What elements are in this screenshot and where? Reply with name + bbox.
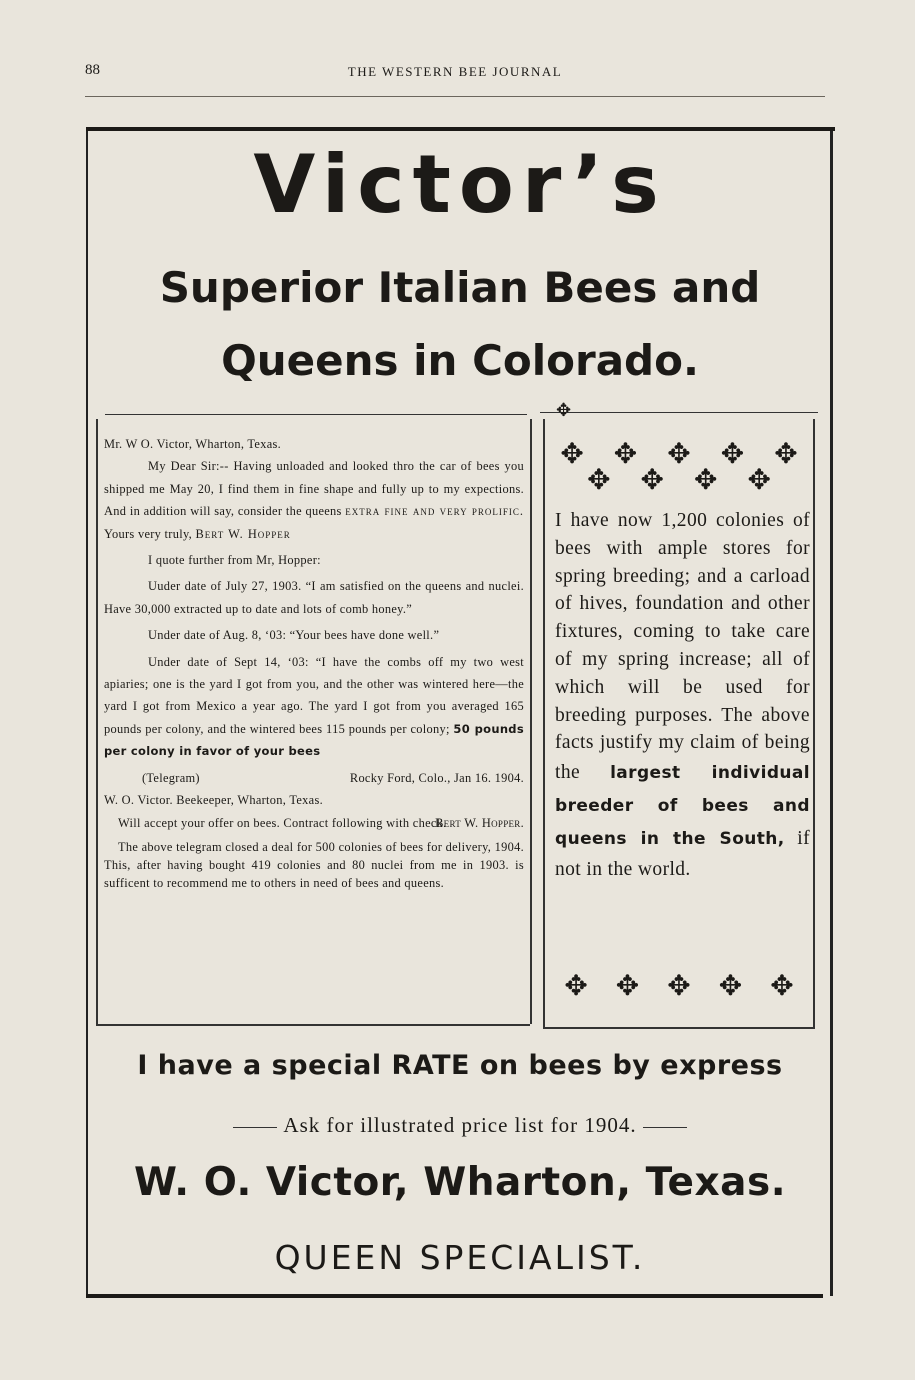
ornament-icon: ✥	[640, 463, 664, 496]
page-header	[85, 62, 825, 88]
testimonial-letter	[104, 433, 524, 892]
special-rate-line: I have a special RATE on bees by express	[137, 1050, 783, 1081]
telegram-label: (Telegram)	[142, 770, 200, 785]
ornament-icon: ✥	[770, 969, 794, 1002]
quote-august: Under date of Aug. 8, ‘03: “Your bees have done well.”	[148, 628, 440, 643]
right-column-bottom-rule	[543, 1027, 815, 1029]
letter-body: My Dear Sir:-- Having unloaded and looked thro the car of bees you shipped me May 20, I find them in fine shape and fully up to my expections. And in addition will say, consider the queens	[104, 459, 524, 519]
testimonial-column	[96, 419, 532, 1024]
claim-column	[543, 419, 815, 1027]
ornament-icon: ✥	[774, 437, 798, 470]
brand-name: Victor’s	[253, 138, 667, 231]
dash-left	[233, 1127, 277, 1128]
ornament-icon: ✥	[747, 463, 771, 496]
ad-bottom-rule	[86, 1294, 823, 1298]
ornament-row-second	[545, 465, 813, 495]
price-list-text: Ask for illustrated price list for 1904.	[283, 1113, 637, 1137]
page-number: 88	[85, 62, 100, 78]
claim-bold: largest individual breeder of bees and queens in the South,	[555, 763, 810, 850]
right-column-rule	[540, 412, 818, 413]
ornament-icon: ✥	[587, 463, 611, 496]
ornament-icon: ✥	[564, 969, 588, 1002]
quote-intro: I quote further from Mr, Hopper:	[148, 553, 321, 568]
quote-july: Uuder date of July 27, 1903. “I am satisfied on the queens and nuclei. Have 30,000 extracted up to date and lots of comb honey.”	[104, 579, 524, 616]
claim-text	[555, 507, 810, 884]
closing-paragraph: The above telegram closed a deal for 500 colonies of bees for delivery, 1904. This, after having bought 419 colonies and 80 nuclei from me in 1903. is sufficent to recommend me to others in need of bees and queens.	[104, 840, 524, 891]
ornament-icon: ✥	[718, 969, 743, 1002]
letter-paragraph	[104, 455, 524, 545]
price-list-line	[90, 1113, 830, 1138]
claim-body: I have now 1,200 colonies of bees with ample stores for spring breeding; and a carload of hives, foundation and other fixtures, coming to take care of my spring increase; all of which will be used for breeding purposes. The above facts justify my claim of being the	[555, 510, 810, 784]
telegram-signature: Bert W. Hopper.	[435, 815, 524, 830]
telegram-to: W. O. Victor. Beekeeper, Wharton, Texas.	[104, 793, 323, 808]
claim-end: if not in the world.	[555, 828, 810, 881]
ornament-icon: ✥	[694, 463, 718, 496]
ornament-icon: ✥	[613, 437, 638, 470]
divider-ornament-icon: ✥	[556, 400, 572, 421]
letter-salutation: Mr. W O. Victor, Wharton, Texas.	[104, 437, 282, 451]
ornament-icon: ✥	[667, 437, 691, 470]
ornament-icon: ✥	[720, 437, 745, 470]
journal-title: THE WESTERN BEE JOURNAL	[347, 64, 563, 79]
letter-caps: extra fine and very prolific.	[345, 504, 524, 519]
ornament-icon: ✥	[560, 437, 584, 470]
quote-september	[104, 651, 524, 763]
left-column-rule	[105, 414, 527, 415]
tagline: QUEEN SPECIALIST.	[274, 1238, 646, 1277]
letter-closing: Yours very truly,	[104, 526, 193, 541]
telegram-body: Will accept your offer on bees. Contract following with check.	[118, 815, 447, 830]
dash-right	[643, 1127, 687, 1128]
ornament-row-bottom	[545, 971, 813, 1001]
ad-top-rule	[86, 127, 835, 131]
quote-september-text: Under date of Sept 14, ‘03: “I have the combs off my two west apiaries; one is the yard I got from you, and the other was wintered here—the yard I got from Mexico a year ago. The yard I got from you averaged 165 pounds per colony, and the wintered bees 115 pounds per colony;	[104, 654, 524, 736]
headline-line-1: Superior Italian Bees and	[159, 263, 761, 312]
telegram-place: Rocky Ford, Colo., Jan 16. 1904.	[349, 770, 524, 785]
advertiser-address: W. O. Victor, Wharton, Texas.	[133, 1160, 787, 1205]
left-column-bottom-rule	[96, 1024, 530, 1026]
letter-signature: Bert W. Hopper	[195, 526, 291, 541]
header-rule	[85, 96, 825, 97]
ornament-icon: ✥	[615, 969, 640, 1002]
ornament-icon: ✥	[667, 969, 691, 1002]
headline-line-2: Queens in Colorado.	[221, 336, 699, 385]
telegram-header	[104, 767, 524, 789]
quote-september-bold: 50 pounds per colony in favor of your bees	[104, 721, 524, 759]
